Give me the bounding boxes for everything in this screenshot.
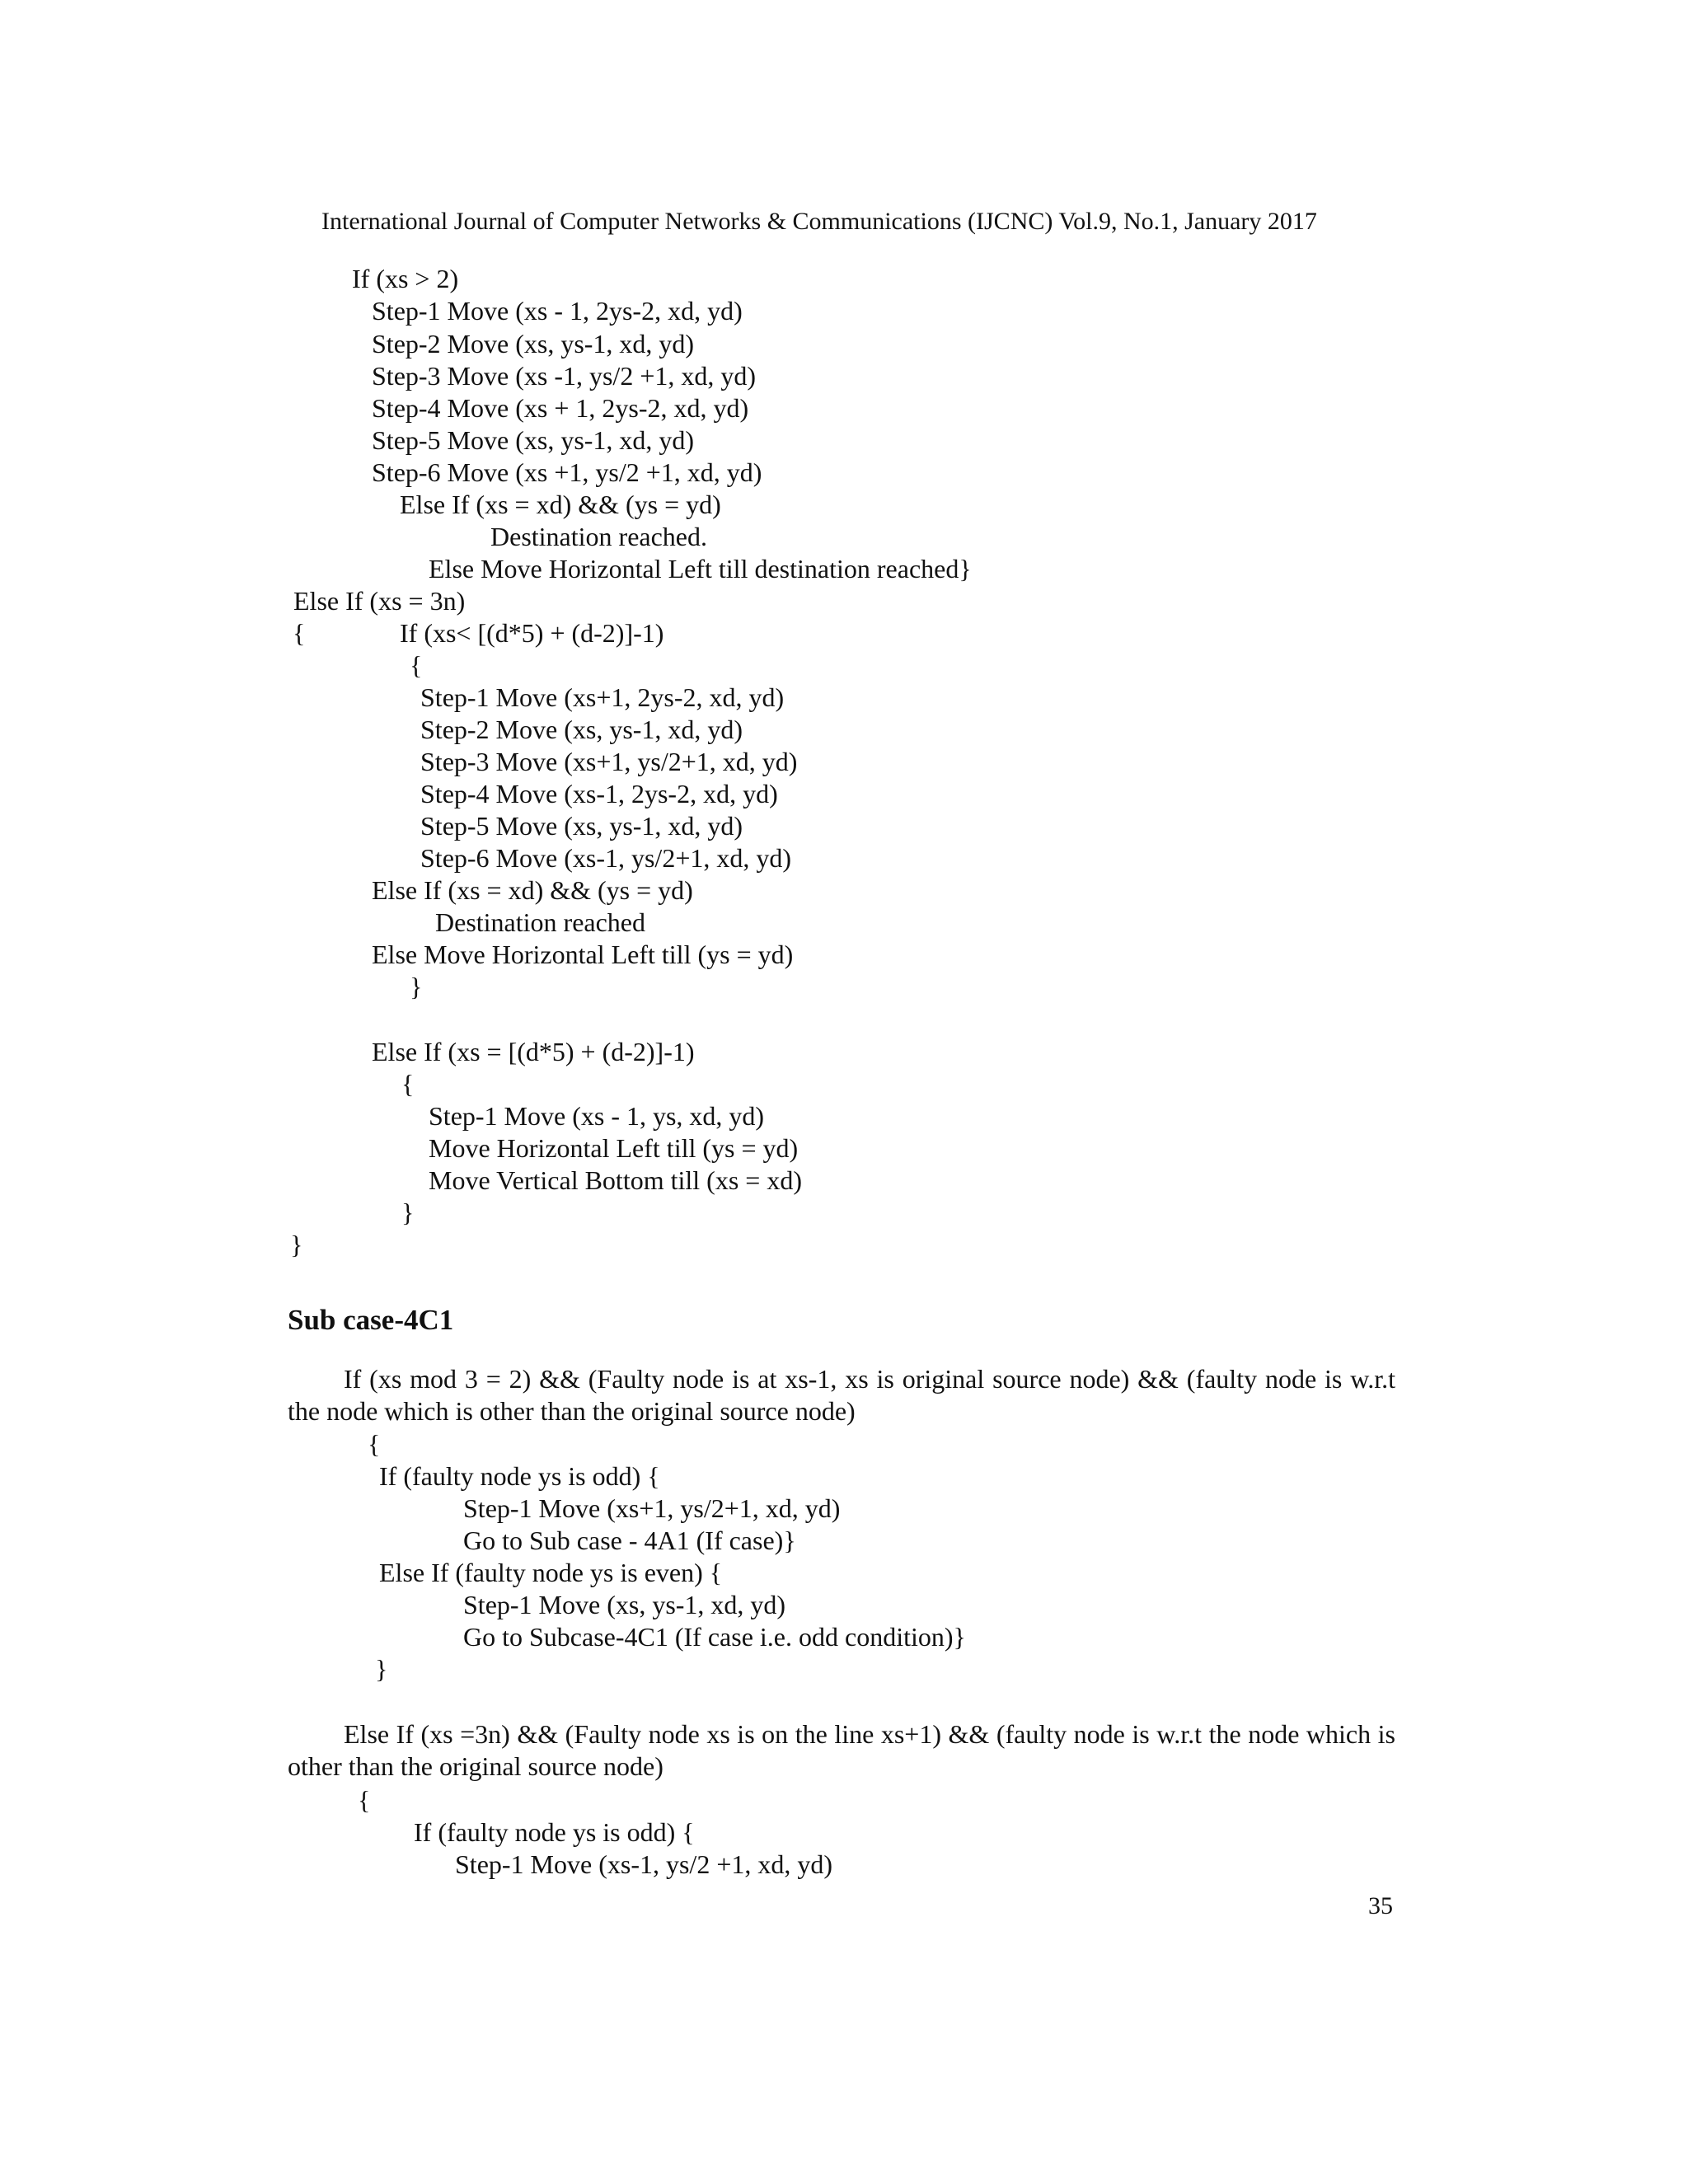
code-line: Step-1 Move (xs+1, ys/2+1, xd, yd) — [463, 1493, 841, 1523]
code-line: If (xs > 2) — [352, 264, 459, 293]
code-line: { — [368, 1429, 381, 1459]
code-line: Destination reached. — [490, 522, 707, 551]
code-line: Step-6 Move (xs +1, ys/2 +1, xd, yd) — [372, 457, 762, 487]
code-line: } — [410, 972, 423, 1001]
code-line: } — [375, 1654, 388, 1684]
code-line: Step-2 Move (xs, ys-1, xd, yd) — [420, 715, 743, 744]
code-line: Destination reached — [435, 907, 645, 937]
code-line: Move Vertical Bottom till (xs = xd) — [429, 1165, 802, 1195]
running-header: International Journal of Computer Networks & Communications (IJCNC) Vol.9, No.1, January 2017 — [321, 208, 1317, 235]
code-line: { — [410, 650, 423, 680]
code-line: Step-1 Move (xs - 1, ys, xd, yd) — [429, 1101, 765, 1131]
code-line: Step-4 Move (xs-1, 2ys-2, xd, yd) — [420, 779, 778, 808]
code-line: Else If (xs = xd) && (ys = yd) — [372, 875, 693, 905]
code-line: Step-4 Move (xs + 1, 2ys-2, xd, yd) — [372, 393, 749, 423]
code-line: Step-5 Move (xs, ys-1, xd, yd) — [372, 425, 695, 455]
code-line: Go to Subcase-4C1 (If case i.e. odd condition)} — [463, 1622, 966, 1652]
code-line: Step-1 Move (xs - 1, 2ys-2, xd, yd) — [372, 296, 743, 326]
code-line: Else If (faulty node ys is even) { — [379, 1558, 723, 1587]
code-line: { — [358, 1785, 371, 1815]
code-line: If (xs< [(d*5) + (d-2)]-1) — [400, 618, 664, 648]
code-line: If (faulty node ys is odd) { — [414, 1817, 695, 1847]
code-line: Step-1 Move (xs, ys-1, xd, yd) — [463, 1590, 786, 1619]
code-line: Step-3 Move (xs -1, ys/2 +1, xd, yd) — [372, 361, 757, 391]
code-line: Step-6 Move (xs-1, ys/2+1, xd, yd) — [420, 843, 792, 873]
code-line: Go to Sub case - 4A1 (If case)} — [463, 1526, 796, 1555]
code-line: } — [290, 1230, 303, 1259]
code-line: Move Horizontal Left till (ys = yd) — [429, 1133, 799, 1163]
paragraph — [288, 1363, 1395, 1427]
code-line: { — [401, 1069, 415, 1099]
code-line: Step-1 Move (xs-1, ys/2 +1, xd, yd) — [455, 1849, 833, 1879]
code-line: { — [293, 618, 306, 648]
code-line: If (faulty node ys is odd) { — [379, 1461, 660, 1491]
code-line: Else Move Horizontal Left till destination reached} — [429, 554, 972, 583]
code-line: Else If (xs = [(d*5) + (d-2)]-1) — [372, 1037, 695, 1066]
section-heading: Sub case-4C1 — [288, 1304, 454, 1336]
code-line: } — [401, 1197, 415, 1227]
code-line: Step-3 Move (xs+1, ys/2+1, xd, yd) — [420, 747, 798, 776]
code-line: Step-1 Move (xs+1, 2ys-2, xd, yd) — [420, 682, 785, 712]
code-line: Else If (xs = 3n) — [293, 586, 466, 616]
page-number: 35 — [1368, 1892, 1393, 1919]
code-line: Else Move Horizontal Left till (ys = yd) — [372, 940, 794, 969]
code-line: Step-5 Move (xs, ys-1, xd, yd) — [420, 811, 743, 841]
code-line: Else If (xs = xd) && (ys = yd) — [400, 490, 721, 519]
paragraph — [288, 1718, 1395, 1783]
paragraph-text: If (xs mod 3 = 2) && (Faulty node is at xs-1, xs is original source node) && (faulty node is w.r.t the node which is other than the original source node) — [288, 1364, 1395, 1426]
code-line: Step-2 Move (xs, ys-1, xd, yd) — [372, 329, 695, 359]
paragraph-text: Else If (xs =3n) && (Faulty node xs is on the line xs+1) && (faulty node is w.r.t the node which is other than the original source node) — [288, 1719, 1395, 1781]
